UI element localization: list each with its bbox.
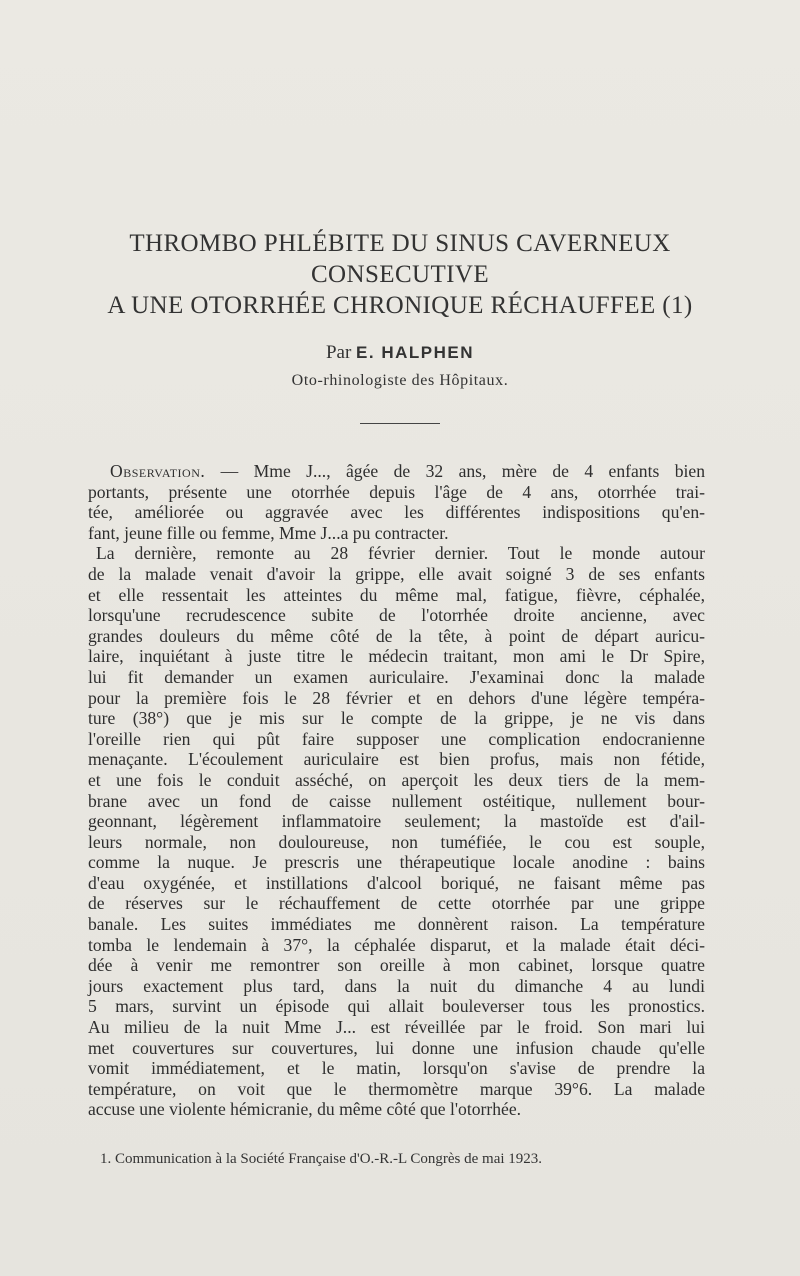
body-line-text: La dernière, remonte au 28 février dernier. Tout le monde autour [96, 543, 705, 564]
body-line [88, 708, 705, 729]
body-line [88, 1079, 705, 1100]
body-line [88, 955, 705, 976]
body-line [88, 935, 705, 956]
body-line [88, 646, 705, 667]
body-line-text: et une fois le conduit asséché, on aperçoit les deux tiers de la mem- [88, 769, 705, 790]
body-line-text: jours exactement plus tard, dans la nuit du dimanche 4 au lundi [88, 975, 705, 996]
body-line-text: laire, inquiétant à juste titre le médecin traitant, mon ami le Dr Spire, [88, 646, 705, 667]
body-line [88, 873, 705, 894]
body-line [88, 667, 705, 688]
body-line-text: comme la nuque. Je prescris une thérapeutique locale anodine : bains [88, 852, 705, 873]
article-body [88, 461, 705, 1120]
body-line-text: ture (38°) que je mis sur le compte de la grippe, je ne vis dans [88, 708, 705, 729]
body-line-text: tomba le lendemain à 37°, la céphalée disparut, et la malade était déci- [88, 934, 705, 955]
body-line-text: de réserves sur le réchauffement de cette otorrhée par une grippe [88, 893, 705, 914]
body-line-text: d'eau oxygénée, et instillations d'alcool boriqué, ne faisant même pas [88, 872, 705, 893]
body-line [88, 461, 705, 482]
body-line-text: menaçante. L'écoulement auriculaire est bien profus, mais non fétide, [88, 749, 705, 770]
body-line-text: leurs normale, non douloureuse, non tuméfiée, le cou est souple, [88, 831, 705, 852]
body-line-text: l'oreille rien qui pût faire supposer une complication endocranienne [88, 728, 705, 749]
body-line-text: et elle ressentait les atteintes du même mal, fatigue, fièvre, céphalée, [88, 584, 705, 605]
body-line-text: fant, jeune fille ou femme, Mme J...a pu contracter. [88, 522, 449, 543]
title-line-2: CONSECUTIVE [310, 261, 489, 288]
body-line [88, 585, 705, 606]
body-line-text: température, on voit que le thermomètre marque 39°6. La malade [88, 1078, 705, 1099]
body-line [88, 502, 705, 523]
body-line [88, 791, 705, 812]
body-line-text: Au milieu de la nuit Mme J... est réveillée par le froid. Son mari lui [88, 1017, 705, 1038]
body-line [88, 543, 705, 564]
title-line-1: THROMBO PHLÉBITE DU SINUS CAVERNEUX [129, 230, 671, 257]
footnote: 1. Communication à la Société Française d'O.-R.-L Congrès de mai 1923. [100, 1151, 543, 1167]
body-line [88, 770, 705, 791]
body-line [88, 852, 705, 873]
body-line [88, 688, 705, 709]
body-line-text: de la malade venait d'avoir la grippe, elle avait soigné 3 de ses enfants [88, 563, 705, 584]
body-line-text: lui fit demander un examen auriculaire. J'examinai donc la malade [88, 666, 705, 687]
body-line [88, 832, 705, 853]
title-divider [360, 423, 440, 424]
byline-prefix: Par [325, 342, 352, 363]
body-line [88, 976, 705, 997]
body-line-text: accuse une violente hémicranie, du même côté que l'otorrhée. [88, 1099, 522, 1120]
body-line-text: geonnant, légèrement inflammatoire seulement; la mastoïde est d'ail- [88, 811, 705, 832]
author-affiliation: Oto-rhinologiste des Hôpitaux. [291, 372, 509, 389]
body-line [88, 729, 705, 750]
body-line [88, 1099, 705, 1120]
body-line-text: vomit immédiatement, et le matin, lorsqu'on s'avise de prendre la [88, 1058, 705, 1079]
body-line-text: dée à venir me remontrer son oreille à mon cabinet, lorsque quatre [88, 955, 705, 976]
body-line-text: lorsqu'une recrudescence subite de l'otorrhée droite ancienne, avec [88, 605, 705, 626]
body-line-text: portants, présente une otorrhée depuis l'âge de 4 ans, otorrhée trai- [88, 481, 705, 502]
body-line [88, 523, 705, 544]
body-line [88, 749, 705, 770]
body-line [88, 893, 705, 914]
body-line-text: grandes douleurs du même côté de la tête, à point de départ auricu- [88, 625, 705, 646]
body-line [88, 996, 705, 1017]
article-title [60, 228, 740, 321]
body-line-text: met couvertures sur couvertures, lui donne une infusion chaude qu'elle [88, 1037, 705, 1058]
body-line-text: 5 mars, survint un épisode qui allait bouleverser tous les pronostics. [88, 996, 705, 1017]
body-line [88, 605, 705, 626]
byline [0, 342, 800, 364]
observation-label: Observation. [110, 461, 206, 481]
title-line-3: A UNE OTORRHÉE CHRONIQUE RÉCHAUFFEE (1) [107, 292, 693, 319]
body-line [88, 914, 705, 935]
body-line-text: — Mme J..., âgée de 32 ans, mère de 4 enfants bien [205, 461, 705, 481]
body-line [88, 811, 705, 832]
body-line-text: tée, améliorée ou aggravée avec les différentes indispositions qu'en- [88, 502, 705, 523]
body-line [88, 564, 705, 585]
body-line-text: pour la première fois le 28 février et en dehors d'une légère tempéra- [88, 687, 705, 708]
body-line [88, 482, 705, 503]
body-line-text: banale. Les suites immédiates me donnèrent raison. La température [88, 914, 705, 935]
body-line [88, 1017, 705, 1038]
body-line [88, 1058, 705, 1079]
body-line [88, 626, 705, 647]
body-line [88, 1038, 705, 1059]
body-line-text: brane avec un fond de caisse nullement ostéitique, nullement bour- [88, 790, 705, 811]
author-name: E. HALPHEN [356, 343, 475, 362]
